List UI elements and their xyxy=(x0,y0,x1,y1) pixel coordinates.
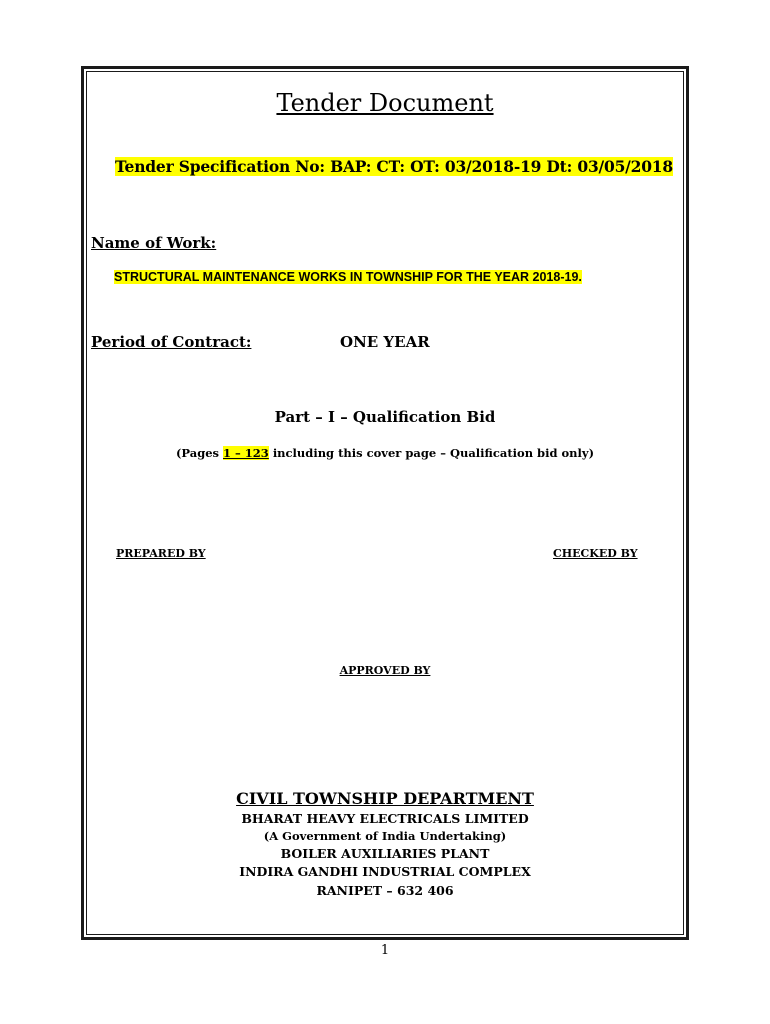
checked-by-label: CHECKED BY xyxy=(553,547,638,560)
pages-range: 1 – 123 xyxy=(223,446,269,460)
address-line: INDIRA GANDHI INDUSTRIAL COMPLEX xyxy=(239,864,531,879)
address-line: (A Government of India Undertaking) xyxy=(263,829,507,843)
period-of-contract-value: ONE YEAR xyxy=(340,333,430,351)
address-line: RANIPET – 632 406 xyxy=(316,883,454,898)
address-line: BOILER AUXILIARIES PLANT xyxy=(280,846,490,861)
document-title: Tender Document xyxy=(276,89,494,117)
period-of-contract-label: Period of Contract: xyxy=(91,333,252,351)
tender-spec-line xyxy=(115,157,673,176)
prepared-by-label: PREPARED BY xyxy=(116,547,206,560)
address-line: BHARAT HEAVY ELECTRICALS LIMITED xyxy=(241,811,529,826)
tender-spec-text: Tender Specification No: BAP: CT: OT: 03/2018-19 Dt: 03/05/2018 xyxy=(115,157,673,176)
name-of-work-line xyxy=(114,270,582,284)
pages-suffix: including this cover page – Qualification bid only) xyxy=(268,446,595,460)
approved-by-label: APPROVED BY xyxy=(339,664,431,677)
name-of-work-value: STRUCTURAL MAINTENANCE WORKS IN TOWNSHIP FOR THE YEAR 2018-19. xyxy=(114,270,582,284)
pages-prefix: (Pages xyxy=(175,446,224,460)
name-of-work-label: Name of Work: xyxy=(91,234,217,252)
part-title: Part – I – Qualification Bid xyxy=(274,408,496,426)
pages-note xyxy=(0,446,770,460)
department-name: CIVIL TOWNSHIP DEPARTMENT xyxy=(236,789,534,808)
page-number: 1 xyxy=(380,943,390,958)
